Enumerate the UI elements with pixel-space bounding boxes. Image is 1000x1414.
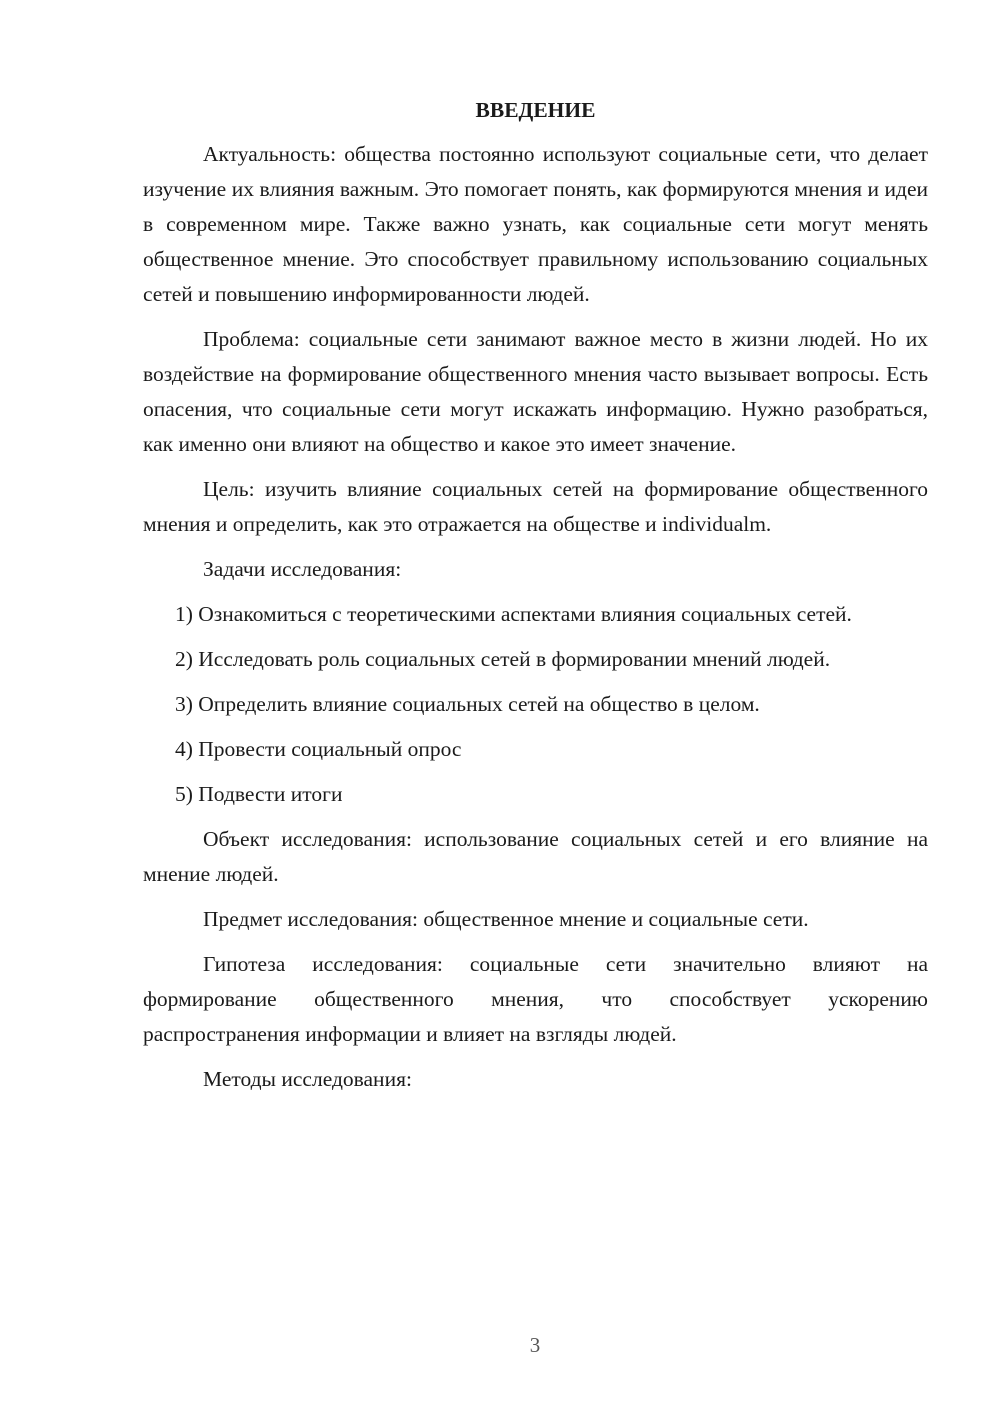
page-title: ВВЕДЕНИЕ [475, 98, 596, 122]
task-item-3: 3) Определить влияние социальных сетей на общество в целом. [175, 692, 760, 716]
paragraph-methods: Методы исследования: [203, 1067, 412, 1091]
task-item-4: 4) Провести социальный опрос [175, 737, 462, 761]
paragraph-relevance: Актуальность: общества постоянно используют социальные сети, что делает изучение их влияния важным. Это помогает понять, как формируются мнения и идеи в современном мире. Также важно узнать, как социальные сети могут менять общественное мнение. Это способствует правильному использованию социальных сетей и повышению информированности людей. [143, 142, 928, 306]
paragraph-hypothesis: Гипотеза исследования: социальные сети значительно влияют на формирование общественного мнения, что способствует ускорению распространения информации и влияет на взгляды людей. [143, 952, 928, 1046]
paragraph-object: Объект исследования: использование социальных сетей и его влияние на мнение людей. [143, 827, 928, 886]
task-item-1: 1) Ознакомиться с теоретическими аспектами влияния социальных сетей. [175, 602, 852, 626]
paragraph-subject: Предмет исследования: общественное мнение и социальные сети. [203, 907, 809, 931]
task-item-5: 5) Подвести итоги [175, 782, 343, 806]
page-number: 3 [529, 1333, 541, 1357]
document-page [143, 95, 928, 1107]
task-item-2: 2) Исследовать роль социальных сетей в формировании мнений людей. [175, 647, 831, 671]
paragraph-goal: Цель: изучить влияние социальных сетей на формирование общественного мнения и определить, как это отражается на обществе и individualm. [143, 477, 928, 536]
paragraph-problem: Проблема: социальные сети занимают важное место в жизни людей. Но их воздействие на формирование общественного мнения часто вызывает вопросы. Есть опасения, что социальные сети могут искажать информацию. Нужно разобраться, как именно они влияют на общество и какое это имеет значение. [143, 327, 928, 456]
paragraph-tasks-heading: Задачи исследования: [203, 557, 402, 581]
